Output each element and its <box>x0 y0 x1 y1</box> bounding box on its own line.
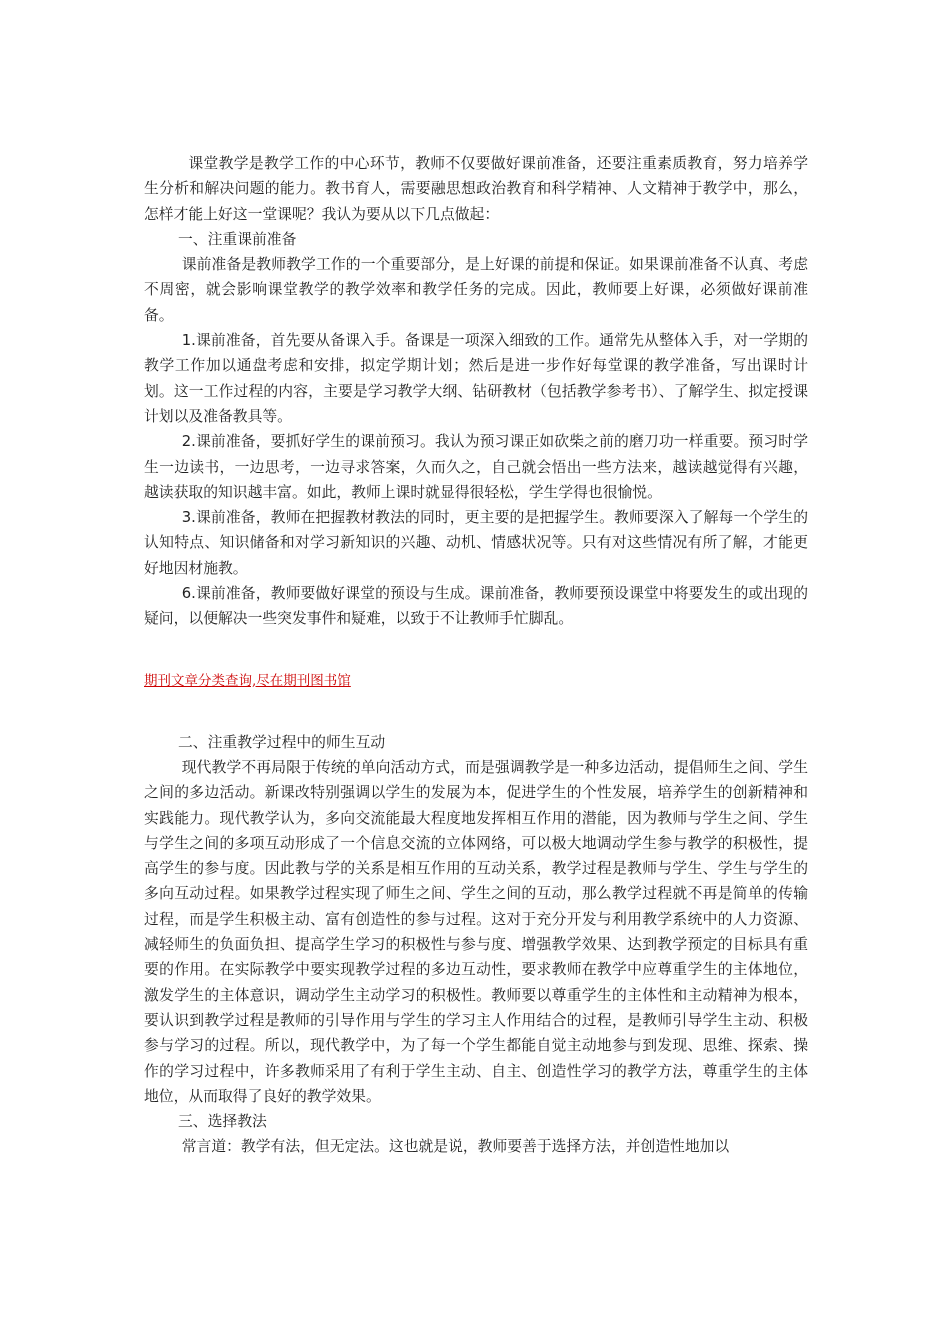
article-body <box>144 151 808 1160</box>
section-1-heading: 一、注重课前准备 <box>178 230 297 248</box>
section-1-item-3: 3.课前准备，教师在把握教材教法的同时，更主要的是把握学生。教师要深入了解每一个学生的认知特点、知识储备和对学习新知识的兴趣、动机、情感状况等。只有对这些情况有所了解，才能更好地因材施教。 <box>144 509 808 577</box>
intro-paragraph: 课堂教学是教学工作的中心环节，教师不仅要做好课前准备，还要注重素质教育，努力培养学生分析和解决问题的能力。教书育人，需要融思想政治教育和科学精神、人文精神于教学中，那么，怎样才能上好这一堂课呢？我认为要从以下几点做起： <box>144 155 808 223</box>
section-1-item-2: 2.课前准备，要抓好学生的课前预习。我认为预习课正如砍柴之前的磨刀功一样重要。预习时学生一边读书，一边思考，一边寻求答案，久而久之，自己就会悟出一些方法来，越读越觉得有兴趣，越读获取的知识越丰富。如此，教师上课时就显得很轻松，学生学得也很愉悦。 <box>144 433 808 501</box>
section-2-paragraph: 现代教学不再局限于传统的单向活动方式，而是强调教学是一种多边活动，提倡师生之间、学生之间的多边活动。新课改特别强调以学生的发展为本，促进学生的个性发展，培养学生的创新精神和实践能力。现代教学认为，多向交流能最大程度地发挥相互作用的潜能，因为教师与学生之间、学生与学生之间的多项互动形成了一个信息交流的立体网络，可以极大地调动学生参与教学的积极性，提高学生的参与度。因此教与学的关系是相互作用的互动关系，教学过程是教师与学生、学生与学生的多向互动过程。如果教学过程实现了师生之间、学生之间的互动，那么教学过程就不再是简单的传输过程，而是学生积极主动、富有创造性的参与过程。这对于充分开发与利用教学系统中的人力资源、减轻师生的负面负担、提高学生学习的积极性与参与度、增强教学效果、达到教学预定的目标具有重要的作用。在实际教学中要实现教学过程的多边互动性，要求教师在教学中应尊重学生的主体地位，激发学生的主体意识，调动学生主动学习的积极性。教师要以尊重学生的主体性和主动精神为根本，要认识到教学过程是教师的引导作用与学生的学习主人作用结合的过程，是教师引导学生主动、积极参与学习的过程。所以，现代教学中，为了每一个学生都能自觉主动地参与到发现、思维、探索、操作的学习过程中，许多教师采用了有利于学生主动、自主、创造性学习的教学方法，尊重学生的主体地位，从而取得了良好的教学效果。 <box>144 758 808 1105</box>
section-3-heading: 三、选择教法 <box>178 1113 267 1131</box>
section-1-item-1: 1.课前准备，首先要从备课入手。备课是一项深入细致的工作。通常先从整体入手，对一学期的教学工作加以通盘考虑和安排，拟定学期计划；然后是进一步作好每堂课的教学准备，写出课时计划。这一工作过程的内容，主要是学习教学大纲、钻研教材（包括教学参考书）、了解学生、拟定授课计划以及准备教具等。 <box>144 332 808 425</box>
journal-library-link[interactable]: 期刊文章分类查询,尽在期刊图书馆 <box>144 672 351 689</box>
section-2-heading: 二、注重教学过程中的师生互动 <box>178 733 386 751</box>
section-3-paragraph: 常言道：教学有法，但无定法。这也就是说，教师要善于选择方法，并创造性地加以 <box>181 1138 730 1156</box>
section-1-paragraph: 课前准备是教师教学工作的一个重要部分，是上好课的前提和保证。如果课前准备不认真、考虑不周密，就会影响课堂教学的教学效率和教学任务的完成。因此，教师要上好课，必须做好课前准备。 <box>144 256 808 324</box>
section-1-item-6: 6.课前准备，教师要做好课堂的预设与生成。课前准备，教师要预设课堂中将要发生的或出现的疑问，以便解决一些突发事件和疑难，以致于不让教师手忙脚乱。 <box>144 585 808 628</box>
link-container <box>144 668 808 694</box>
